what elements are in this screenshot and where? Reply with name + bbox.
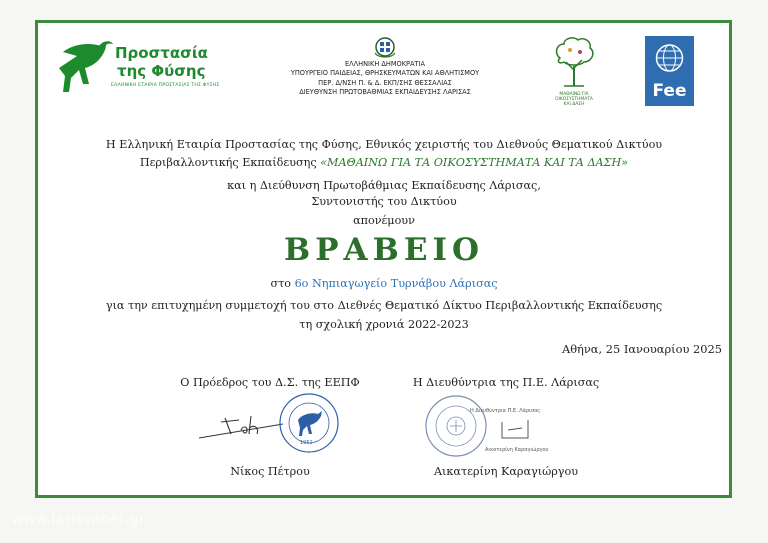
goat-icon [55,38,113,98]
tree-text-line: ΚΑΙ ΔΑΣΗ [563,102,585,107]
recipient-name: 6ο Νηπιαγωγείο Τυρνάβου Λάρισας [294,277,498,290]
coordinator-line: Συντονιστής του Δικτύου [311,195,457,208]
left-signatory-title: Ο Πρόεδρος του Δ.Σ. της ΕΕΠΦ [180,376,360,389]
eepf-stamp-year: 1951 [300,440,313,446]
participation-line: για την επιτυχημένη συμμετοχή του στο Διεθνές Θεματικό Δίκτυο Περιβαλλοντικής Εκπαίδευσης [105,299,663,312]
fee-logo [645,36,694,106]
intro-line: Η Ελληνική Εταιρία Προστασίας της Φύσης, Εθνικός χειριστής του Διεθνούς Θεματικού Δικτύου [105,138,663,151]
ministry-line: ΠΕΡ. Δ/ΝΣΗ Π. & Δ. ΕΚΠ/ΣΗΣ ΘΕΣΣΑΛΙΑΣ [318,78,452,87]
recipient-line [60,277,708,290]
right-stamp-name: Αικατερίνη Καραγιώργου [485,447,549,453]
right-signatory-name: Αικατερίνη Καραγιώργου [433,465,579,478]
program-tree-logo [545,36,603,116]
school-year-line: τη σχολική χρονιά 2022-2023 [299,318,469,331]
ministry-header [270,36,500,98]
directorate-stamp [424,394,488,458]
greek-emblem-icon [371,36,399,58]
ministry-line: ΕΛΛΗΝΙΚΗ ΔΗΜΟΚΡΑΤΙΑ [344,60,426,68]
eepf-logo [55,38,255,98]
tree-text-line: ΜΑΘΑΙΝΩ ΓΙΑ [559,92,589,97]
program-name: «ΜΑΘΑΙΝΩ ΓΙΑ ΤΑ ΟΙΚΟΣΥΣΤΗΜΑΤΑ ΚΑΙ ΤΑ ΔΑΣΗ» [320,156,629,169]
brand-line-1: Προστασία [115,44,208,62]
globe-icon [645,36,694,80]
award-verb: απονέμουν [353,214,415,227]
ministry-line: ΥΠΟΥΡΓΕΙΟ ΠΑΙΔΕΙΑΣ, ΘΡΗΣΚΕΥΜΑΤΩΝ ΚΑΙ ΑΘΛΗΤΙΣΜΟΥ [290,69,480,78]
intro-line-2 [60,156,708,169]
right-stamp-title: Η Διευθύντρια Π.Ε. Λάρισας [470,408,541,414]
brand-subtitle: ΕΛΛΗΝΙΚΗ ΕΤΑΙΡΙΑ ΠΡΟΣΤΑΣΙΑΣ ΤΗΣ ΦΥΣΗΣ [111,83,220,88]
right-signatory-title: Η Διευθύντρια της Π.Ε. Λάρισας [412,376,600,389]
intro-prefix: Περιβαλλοντικής Εκπαίδευσης [139,156,317,169]
left-signatory-name: Νίκος Πέτρου [230,465,310,478]
recipient-prefix: στο [270,277,291,290]
right-handwritten-signature [498,418,532,442]
fee-label: Fee [652,81,687,101]
tree-icon [552,36,596,92]
site-watermark: www.larissanet.gr [12,512,146,528]
directorate-line: και η Διεύθυνση Πρωτοβάθμιας Εκπαίδευσης Λάρισας, [227,179,541,192]
brand-line-2: της Φύσης [117,62,206,80]
left-handwritten-signature [195,404,285,444]
directorate-stamp-seal-icon [424,394,488,458]
ministry-line: ΔΙΕΥΘΥΝΣΗ ΠΡΩΤΟΒΑΘΜΙΑΣ ΕΚΠΑΙΔΕΥΣΗΣ ΛΑΡΙΣΑΣ [299,88,471,97]
issue-date: Αθήνα, 25 Ιανουαρίου 2025 [561,342,722,356]
award-title: ΒΡΑΒΕΙΟ [284,232,484,268]
eepf-stamp [278,392,340,454]
tree-text-line: ΟΙΚΟΣΥΣΤΗΜΑΤΑ [555,97,593,102]
